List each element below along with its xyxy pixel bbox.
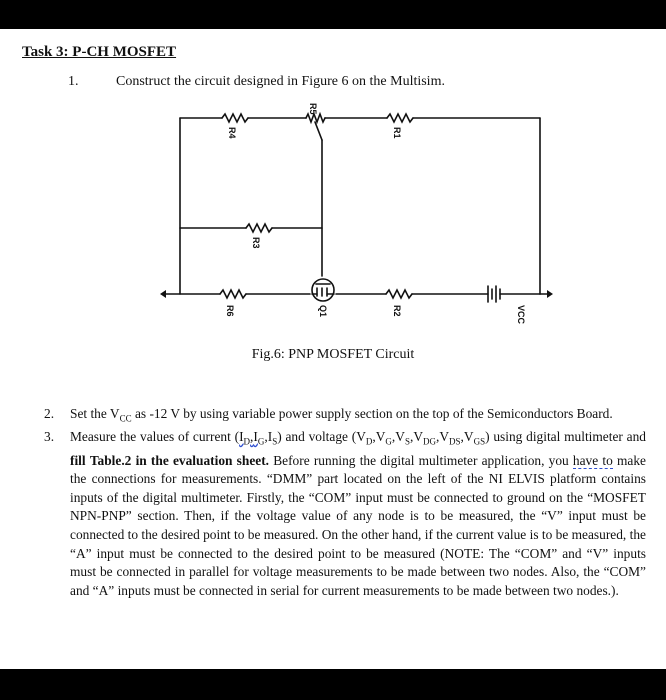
potentiometer-r5 (306, 114, 325, 122)
figure-caption: Fig.6: PNP MOSFET Circuit (251, 347, 415, 362)
label-r4: R4 (227, 127, 237, 139)
left-terminal-arrow (160, 290, 166, 298)
mosfet-q1-circle (312, 279, 334, 301)
have-to-phrase: have to (572, 452, 613, 468)
task-title: Task 3: P-CH MOSFET (22, 44, 177, 60)
resistor-r4 (222, 114, 248, 122)
step-2-number: 2. (44, 406, 55, 421)
label-r5: R5 (308, 103, 318, 115)
instruction-list (44, 405, 646, 600)
step-2: 2. Set the $V_{CC}$ as -12 V by using variable power supply section on the top of the Semiconductors Board. (44, 406, 613, 424)
label-r1: R1 (392, 127, 402, 139)
step-1-text: Construct the circuit designed in Figure 6 on the Multisim. (116, 74, 445, 89)
label-vcc: VCC (516, 305, 526, 325)
vcc-terminal-arrow (547, 290, 553, 298)
resistor-r6 (220, 290, 246, 298)
label-r2: R2 (392, 305, 402, 317)
r5-wiper (315, 122, 322, 140)
step-3: 3. Measure the values of current $(I_D,I_G,I_S)$ and voltage $(V_D,V_G,V_S,V_{DG},V_{DS},V_{GS})$ using digital multimeter and fill Table.2 in the evaluation sheet. Before running the digital multimeter application, you have to make the connections for measurements. “DMM” part located on the left of the NI ELVIS platform contains inputs of the digital multimeter. Firstly, the “COM” input must be connected to ground on the “MOSFET NPN-PNP” section. Then, if the voltage value of any node is to be measured, the “V” input must be connected to the desired point to be measured. On the other hand, if the current value is to be measured, the “A” input must be connected to the desired point to be measured (NOTE: The “COM” and “V” inputs must be connected in parallel for voltage measurements to be made between two nodes. Also, the “COM” and “A” inputs must be connected in serial for current measurements to be made between two nodes.). (44, 429, 646, 598)
current-symbols: $I_D,I_G$ (239, 429, 265, 447)
step-3-number: 3. (44, 429, 55, 445)
label-q1: Q1 (318, 305, 328, 318)
label-r3: R3 (251, 237, 261, 249)
label-r6: R6 (225, 305, 235, 317)
resistor-r3 (246, 224, 272, 232)
bottom-black-bar (0, 669, 666, 700)
resistor-r1 (387, 114, 413, 122)
resistor-r2 (386, 290, 412, 298)
step-1-number: 1. (68, 74, 79, 89)
